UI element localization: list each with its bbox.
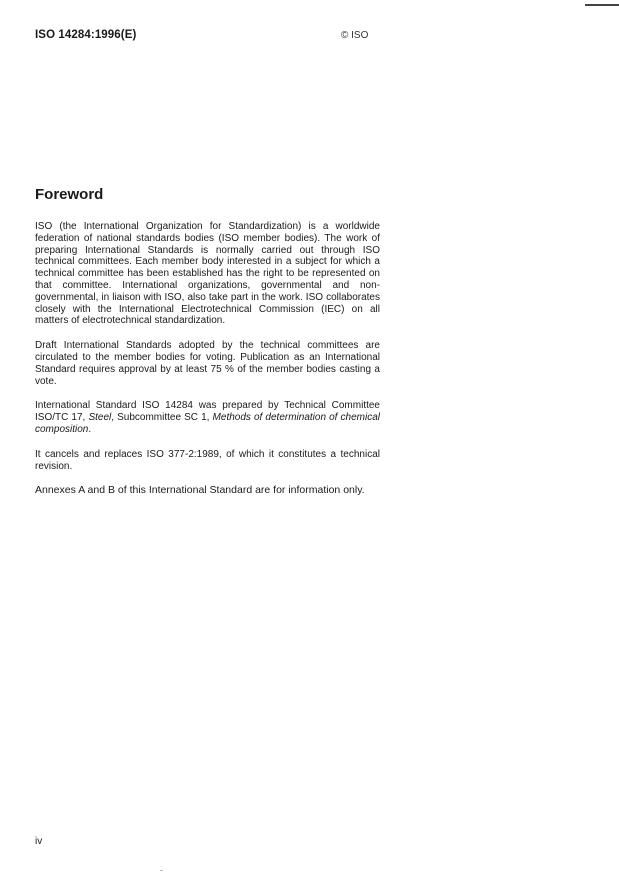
corner-scan-mark — [585, 4, 619, 6]
foreword-body — [35, 221, 380, 510]
preparation-mid: , Subcommittee SC 1, — [111, 412, 213, 424]
paragraph-draft-standards: Draft International Standards adopted by the technical committees are circulated to the member bodies for voting. Publication as an International Standard requires approval by at least 75 % of the member bodies casting a vote. — [35, 340, 380, 387]
paragraph-annexes: Annexes A and B of this International Standard are for information only. — [35, 484, 365, 497]
scan-artifact — [160, 870, 163, 871]
sc-name: Methods of determination of chemical composition — [35, 412, 381, 435]
copyright-notice: © ISO — [341, 30, 369, 41]
paragraph-replaces: It cancels and replaces ISO 377-2:1989, of which it constitutes a technical revision. — [35, 448, 380, 472]
paragraph-iso-intro: ISO (the International Organization for Standardization) is a worldwide federation of national standards bodies (ISO member bodies). The work of preparing International Standards is normally carried out through ISO technical committees. Each member body interested in a subject for which a technical committee has been established has the right to be represented on that committee. International organizations, governmental and non-governmental, in liaison with ISO, also take part in the work. ISO collaborates closely with the International Electrotechnical Commission (IEC) on all matters of electrotechnical standardization. — [35, 221, 380, 327]
preparation-end: . — [88, 423, 92, 435]
tc-name: Steel — [88, 412, 112, 424]
page-title: Foreword — [35, 186, 104, 203]
paragraph-preparation — [35, 400, 380, 435]
page-number: iv — [35, 836, 43, 847]
document-id: ISO 14284:1996(E) — [35, 29, 137, 41]
preparation-lead: International Standard ISO 14284 was prepared by Technical Committee ISO/TC 17, — [35, 400, 380, 424]
